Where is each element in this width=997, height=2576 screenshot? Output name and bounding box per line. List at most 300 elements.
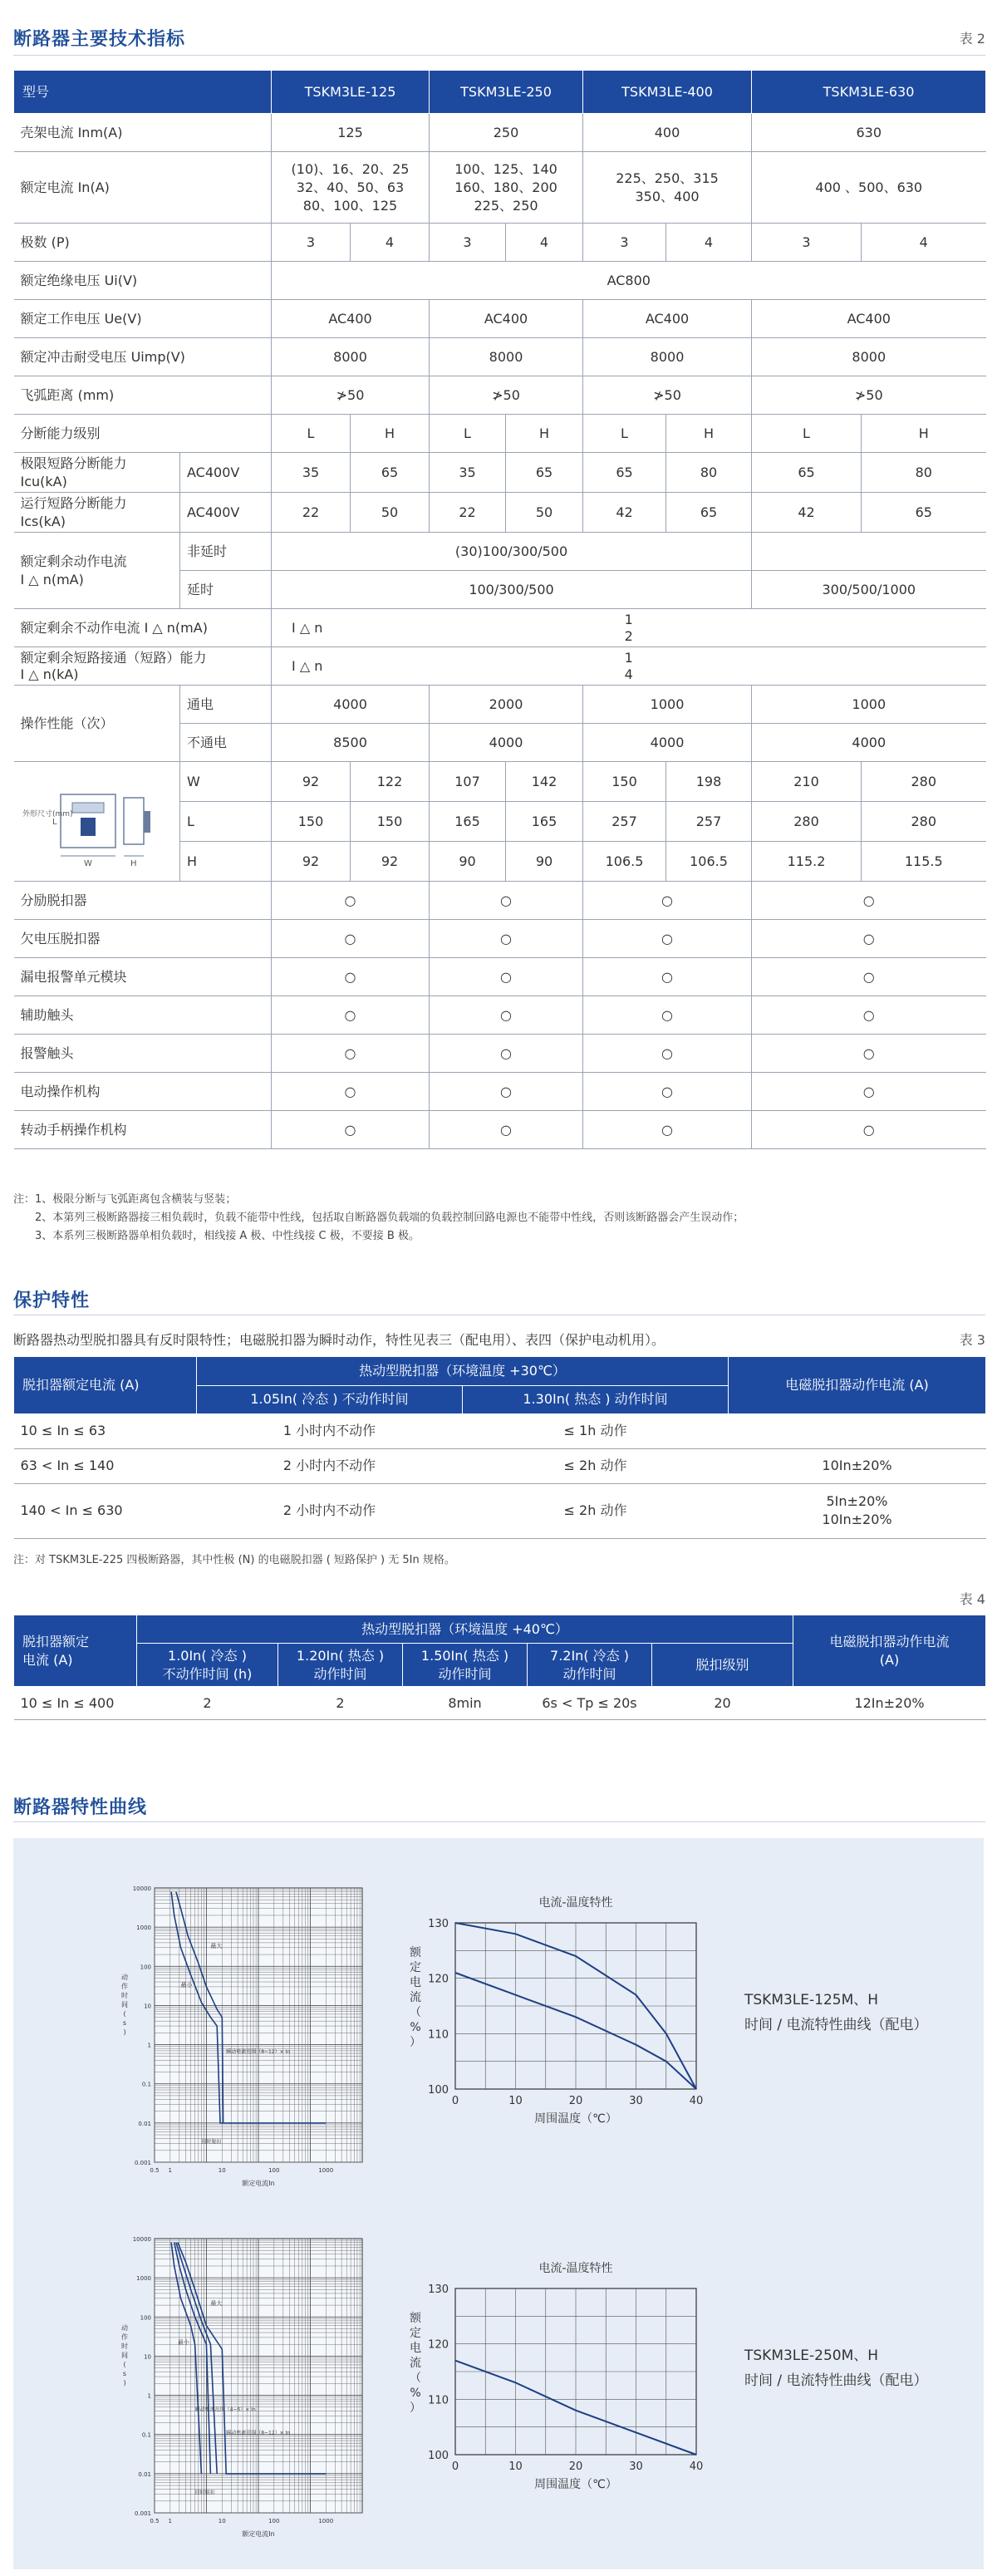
intro-text: 断路器热动型脱扣器具有反时限特性；电磁脱扣器为瞬时动作，特性见表三（配电用）、表四（保护电动机用）。 xyxy=(13,1332,665,1348)
option-mark: ○ xyxy=(752,1073,986,1111)
svg-text:W: W xyxy=(84,858,93,868)
cell xyxy=(272,609,986,647)
y-tick-label: 0.001 xyxy=(134,2510,151,2517)
curve-label-instant-2: 瞬动电流范围（4~6）× In xyxy=(194,2406,256,2413)
y-axis-label-char: 定 xyxy=(410,1961,421,1974)
header-cell: 1.20In( 热态 ) 动作时间 xyxy=(278,1644,403,1687)
cell: 300/500/1000 xyxy=(752,571,986,609)
x-axis-label: 周围温度（℃） xyxy=(534,2112,617,2126)
curve-desc: 时间 / 电流特性曲线（配电） xyxy=(744,2017,928,2033)
section-title-specs: 断路器主要技术指标 xyxy=(13,29,186,50)
option-mark: ○ xyxy=(430,1073,583,1111)
option-mark: ○ xyxy=(752,996,986,1035)
x-tick-label: 1 xyxy=(168,2518,172,2524)
row-label: 额定冲击耐受电压 Uimp(V) xyxy=(14,338,272,376)
y-axis-label-char: % xyxy=(410,2021,421,2034)
cell: 2 小时内不动作 xyxy=(197,1448,463,1483)
cell: 63 < In ≤ 140 xyxy=(14,1448,197,1483)
section-title-curves: 断路器特性曲线 xyxy=(13,1797,148,1818)
svg-text:H: H xyxy=(130,858,137,868)
cell: 4000 xyxy=(583,724,752,762)
header-cell: 脱扣器额定电流 (A) xyxy=(14,1357,197,1413)
cell: 90 xyxy=(430,842,506,882)
cell: 125 xyxy=(272,114,430,152)
cell: 65 xyxy=(583,453,666,493)
option-mark: ○ xyxy=(272,1111,430,1149)
option-mark: ○ xyxy=(430,920,583,958)
cell: AC400 xyxy=(752,300,986,338)
y-axis-label-char: ） xyxy=(410,2401,421,2415)
cell: 2000 xyxy=(430,686,583,724)
cell: 3 xyxy=(752,224,862,262)
y-tick-label: 1 xyxy=(147,2042,151,2049)
y-axis-label-char: s xyxy=(122,2019,127,2027)
cell: 65 xyxy=(862,493,986,533)
option-mark: ○ xyxy=(272,920,430,958)
cell: 8000 xyxy=(752,338,986,376)
cell: 20 xyxy=(652,1687,793,1720)
row-label: 额定剩余不动作电流 I △ n(mA) xyxy=(14,609,272,647)
fraction-top: 1 xyxy=(624,649,633,666)
y-tick-label: 10000 xyxy=(132,1885,151,1892)
option-mark: ○ xyxy=(752,958,986,996)
x-tick-label: 0 xyxy=(451,2095,459,2107)
cell: 3 xyxy=(272,224,351,262)
cell: 65 xyxy=(506,453,583,493)
x-tick-label: 20 xyxy=(568,2095,583,2107)
y-axis-label-char: 额 xyxy=(410,1946,421,1959)
cell: 280 xyxy=(752,802,862,842)
cell: 10In±20% xyxy=(729,1448,986,1483)
row-sublabel: AC400V xyxy=(180,453,272,493)
curve-label-return: 回时脱扣 xyxy=(201,2139,222,2146)
row-label: 电动操作机构 xyxy=(14,1073,272,1111)
curve-label-min: 最小 xyxy=(180,1981,193,1989)
header-cell: 1.30In( 热态 ) 动作时间 xyxy=(463,1385,729,1413)
option-mark: ○ xyxy=(272,1073,430,1111)
accessory-row xyxy=(14,1111,986,1149)
y-tick-label: 1 xyxy=(147,2392,151,2400)
cell: H xyxy=(666,415,752,453)
accessory-row xyxy=(14,920,986,958)
y-axis-label-char: ) xyxy=(123,2028,126,2036)
cell: 2 xyxy=(137,1687,278,1720)
cell: 150 xyxy=(272,802,351,842)
cell: 400 xyxy=(583,114,752,152)
cell: L xyxy=(752,415,862,453)
row-label: 漏电报警单元模块 xyxy=(14,958,272,996)
chart-title: 电流-温度特性 xyxy=(538,2262,613,2275)
cell: 257 xyxy=(666,802,752,842)
row-label: 壳架电流 Inm(A) xyxy=(14,114,272,152)
y-tick-label: 0.001 xyxy=(134,2160,151,2166)
y-axis-label-char: 电 xyxy=(410,2342,421,2355)
y-axis-label-char: 间 xyxy=(121,2001,128,2008)
cell: 10 ≤ In ≤ 400 xyxy=(14,1687,137,1720)
y-tick-label: 0.01 xyxy=(138,2470,151,2478)
y-tick-label: 120 xyxy=(428,2338,449,2352)
header-col: TSKM3LE-630 xyxy=(752,71,986,114)
cell: 1000 xyxy=(752,686,986,724)
y-axis-label-char: （ xyxy=(410,2372,421,2385)
y-axis-label-char: 电 xyxy=(410,1976,421,1989)
table-number: 表 3 xyxy=(959,1332,985,1348)
cell: 22 xyxy=(272,493,351,533)
row-label: 额定剩余短路接通（短路）能力 I △ n(kA) xyxy=(14,647,272,686)
cell: 8000 xyxy=(583,338,752,376)
cell: H xyxy=(506,415,583,453)
y-axis-label-char: 动 xyxy=(121,1974,128,1981)
symbol: I △ n xyxy=(292,658,323,674)
row-label: 额定工作电压 Ue(V) xyxy=(14,300,272,338)
header-cell: 热动型脱扣器（环境温度 +30℃） xyxy=(197,1357,729,1385)
y-axis-label-char: 作 xyxy=(121,1983,128,1990)
y-axis-label-char: s xyxy=(122,2370,127,2377)
cell: 65 xyxy=(351,453,430,493)
cell: 8000 xyxy=(430,338,583,376)
curve-label-instant: 瞬动电流范围（8~12）× In xyxy=(226,2430,291,2436)
y-axis-label xyxy=(410,2311,422,2415)
cell: (30)100/300/500 xyxy=(272,533,752,571)
section-title-protection: 保护特性 xyxy=(13,1290,91,1311)
row-label: 转动手柄操作机构 xyxy=(14,1111,272,1149)
header-cell: 脱扣级别 xyxy=(652,1644,793,1687)
x-tick-label: 10 xyxy=(218,2518,226,2524)
y-axis-label-char: 时 xyxy=(121,2342,128,2350)
y-axis-label-char: 动 xyxy=(121,2324,128,2332)
cell: 122 xyxy=(351,762,430,802)
row-label: 极限短路分断能力 Icu(kA) xyxy=(14,453,180,493)
option-mark: ○ xyxy=(752,920,986,958)
cell: 12In±20% xyxy=(793,1687,986,1720)
cell: 210 xyxy=(752,762,862,802)
cell: 150 xyxy=(351,802,430,842)
accessory-row xyxy=(14,1073,986,1111)
cell: 3 xyxy=(430,224,506,262)
y-tick-label: 130 xyxy=(428,2283,449,2296)
cell: 4 xyxy=(351,224,430,262)
row-label: 额定绝缘电压 Ui(V) xyxy=(14,262,272,300)
cell: ≯50 xyxy=(272,376,430,415)
row-sublabel: H xyxy=(180,842,272,882)
row-label: 飞弧距离 (mm) xyxy=(14,376,272,415)
note-line: 2、本第列三极断路器接三相负载时，负载不能带中性线，包括取自断路器负载端的负载控制回路电源也不能带中性线，否则该断路器会产生误动作； xyxy=(13,1212,744,1224)
curve-caption-250 xyxy=(744,2343,928,2393)
note-line: 3、本系列三极断路器单相负载时，相线接 A 极、中性线接 C 极，不要接 B 极。 xyxy=(13,1230,420,1242)
option-mark: ○ xyxy=(583,1035,752,1073)
cell: 4 xyxy=(862,224,986,262)
row-label: 额定电流 In(A) xyxy=(14,152,272,224)
y-tick-label: 100 xyxy=(140,2314,151,2322)
accessory-row xyxy=(14,958,986,996)
cell: ≤ 1h 动作 xyxy=(463,1413,729,1448)
y-tick-label: 1000 xyxy=(136,1925,151,1932)
y-axis-label-char: ) xyxy=(123,2379,126,2387)
x-tick-label: 100 xyxy=(268,2518,280,2524)
cell: 92 xyxy=(272,762,351,802)
fraction-bottom: 2 xyxy=(624,627,633,644)
header-cell: 1.0In( 冷态 ) 不动作时间 (h) xyxy=(137,1644,278,1687)
note-line: 注：1、极限分断与飞弧距离包含横装与竖装； xyxy=(13,1193,237,1206)
cell: 142 xyxy=(506,762,583,802)
cell: 22 xyxy=(430,493,506,533)
notes xyxy=(13,1191,744,1246)
header-cell: 热动型脱扣器（环境温度 +40℃） xyxy=(137,1615,793,1644)
cell: 35 xyxy=(430,453,506,493)
curve-label-instant: 瞬动电流范围（8~12）× In xyxy=(226,2049,291,2056)
x-tick-label: 10 xyxy=(218,2167,226,2174)
x-tick-label: 0.5 xyxy=(150,2518,160,2524)
cell: 50 xyxy=(506,493,583,533)
cell: 106.5 xyxy=(666,842,752,882)
option-mark: ○ xyxy=(430,882,583,920)
cell: (10)、16、20、25 32、40、50、63 80、100、125 xyxy=(272,152,430,224)
cell: 630 xyxy=(752,114,986,152)
y-tick-label: 10000 xyxy=(132,2236,151,2243)
cell: 280 xyxy=(862,802,986,842)
divider xyxy=(13,55,985,56)
cell: 4000 xyxy=(752,724,986,762)
cell: 5In±20% 10In±20% xyxy=(729,1483,986,1538)
x-tick-label: 30 xyxy=(629,2460,643,2473)
cell: AC400 xyxy=(583,300,752,338)
cell: 90 xyxy=(506,842,583,882)
curve-desc: 时间 / 电流特性曲线（配电） xyxy=(744,2372,928,2389)
x-tick-label: 0 xyxy=(451,2460,459,2473)
y-axis-label-char: ( xyxy=(123,2361,126,2368)
y-tick-label: 1000 xyxy=(136,2275,151,2283)
cell: 8000 xyxy=(272,338,430,376)
y-axis-label-char: ( xyxy=(123,2010,126,2018)
accessory-row xyxy=(14,1035,986,1073)
row-label: 运行短路分断能力 Ics(kA) xyxy=(14,493,180,533)
cell: 100、125、140 160、180、200 225、250 xyxy=(430,152,583,224)
option-mark: ○ xyxy=(430,1111,583,1149)
cell: 6s < Tp ≤ 20s xyxy=(528,1687,652,1720)
y-tick-label: 10 xyxy=(144,2003,151,2010)
time-current-curve-250 xyxy=(113,2222,387,2563)
option-mark: ○ xyxy=(430,958,583,996)
y-axis-label-char: 流 xyxy=(410,2357,421,2370)
cell: 106.5 xyxy=(583,842,666,882)
option-mark: ○ xyxy=(583,1111,752,1149)
y-tick-label: 120 xyxy=(428,1973,449,1986)
y-tick-label: 100 xyxy=(428,2084,449,2097)
cell: 80 xyxy=(862,453,986,493)
cell: 42 xyxy=(752,493,862,533)
chart-title: 电流-温度特性 xyxy=(538,1896,613,1910)
option-mark: ○ xyxy=(583,958,752,996)
row-sublabel: L xyxy=(180,802,272,842)
fraction-bottom: 4 xyxy=(624,666,633,682)
cell: 35 xyxy=(272,453,351,493)
option-mark: ○ xyxy=(583,920,752,958)
y-axis-label xyxy=(121,2323,128,2387)
cell: ≯50 xyxy=(430,376,583,415)
option-mark: ○ xyxy=(272,958,430,996)
x-axis-label: 额定电流In xyxy=(242,2530,275,2538)
cell: 3 xyxy=(583,224,666,262)
cell xyxy=(272,647,986,686)
cell: 50 xyxy=(351,493,430,533)
accessory-row xyxy=(14,996,986,1035)
cell: H xyxy=(862,415,986,453)
option-mark: ○ xyxy=(430,1035,583,1073)
cell: L xyxy=(583,415,666,453)
y-axis-label-char: 间 xyxy=(121,2352,128,2359)
cell: 80 xyxy=(666,453,752,493)
y-tick-label: 0.1 xyxy=(141,2431,151,2439)
x-tick-label: 10 xyxy=(508,2460,523,2473)
row-sublabel: AC400V xyxy=(180,493,272,533)
cell: 198 xyxy=(666,762,752,802)
y-axis-label-char: % xyxy=(410,2387,421,2400)
option-mark: ○ xyxy=(583,882,752,920)
x-tick-label: 40 xyxy=(689,2095,704,2107)
current-temperature-chart-2 xyxy=(397,2255,721,2496)
time-current-curve-125 xyxy=(113,1871,387,2212)
cell xyxy=(729,1413,986,1448)
x-axis-label: 周围温度（℃） xyxy=(534,2478,617,2491)
y-axis-label-char: （ xyxy=(410,2006,421,2019)
option-mark: ○ xyxy=(752,1111,986,1149)
cell: AC400 xyxy=(272,300,430,338)
curve-label-min: 最小 xyxy=(177,2339,189,2347)
option-mark: ○ xyxy=(272,1035,430,1073)
cell: 8500 xyxy=(272,724,430,762)
cell: 250 xyxy=(430,114,583,152)
x-tick-label: 1000 xyxy=(318,2167,334,2174)
header-cell: 7.2In( 冷态 ) 动作时间 xyxy=(528,1644,652,1687)
cell: 92 xyxy=(351,842,430,882)
header-col: TSKM3LE-250 xyxy=(430,71,583,114)
header-cell: 脱扣器额定 电流 (A) xyxy=(14,1615,137,1687)
option-mark: ○ xyxy=(430,996,583,1035)
dimension-diagram-cell xyxy=(14,762,180,882)
x-tick-label: 1000 xyxy=(318,2518,334,2524)
cell: H xyxy=(351,415,430,453)
y-tick-label: 100 xyxy=(140,1964,151,1971)
row-label: 分励脱扣器 xyxy=(14,882,272,920)
y-tick-label: 110 xyxy=(428,2028,449,2042)
curve-label-max: 最大 xyxy=(210,2300,223,2308)
accessory-rows xyxy=(14,882,986,1149)
row-sublabel: 非延时 xyxy=(180,533,272,571)
cell: 4 xyxy=(666,224,752,262)
cell: L xyxy=(272,415,351,453)
protection-table-4 xyxy=(13,1615,986,1720)
row-label: 辅助触头 xyxy=(14,996,272,1035)
y-tick-label: 130 xyxy=(428,1918,449,1930)
row-label: 欠电压脱扣器 xyxy=(14,920,272,958)
cell: 165 xyxy=(430,802,506,842)
cell: 140 < In ≤ 630 xyxy=(14,1483,197,1538)
table-number: 表 4 xyxy=(959,1591,985,1607)
y-axis-label-char: 流 xyxy=(410,1991,421,2004)
header-model: 型号 xyxy=(14,71,272,114)
header-cell: 1.05In( 冷态 ) 不动作时间 xyxy=(197,1385,463,1413)
cell: 4000 xyxy=(272,686,430,724)
current-temperature-chart-1 xyxy=(397,1890,721,2131)
table3-note: 注：对 TSKM3LE-225 四极断路器，其中性极 (N) 的电磁脱扣器 ( 短路保护 ) 无 5In 规格。 xyxy=(13,1554,455,1566)
header-col: TSKM3LE-400 xyxy=(583,71,752,114)
protection-table-3 xyxy=(13,1357,986,1539)
row-sublabel: W xyxy=(180,762,272,802)
cell: 2 小时内不动作 xyxy=(197,1483,463,1538)
y-tick-label: 0.1 xyxy=(141,2081,151,2088)
cell: 225、250、315 350、400 xyxy=(583,152,752,224)
cell xyxy=(752,533,986,571)
dimension-caption: 外形尺寸(mm) xyxy=(22,809,73,819)
cell: L xyxy=(430,415,506,453)
spec-table xyxy=(13,70,986,1149)
cell: 400 、500、630 xyxy=(752,152,986,224)
symbol: I △ n xyxy=(292,620,323,636)
x-tick-label: 20 xyxy=(568,2460,583,2473)
divider xyxy=(13,1821,985,1822)
svg-text:L: L xyxy=(52,817,57,827)
x-tick-label: 1 xyxy=(168,2167,172,2174)
y-tick-label: 10 xyxy=(144,2353,151,2361)
curve-label-max: 最大 xyxy=(210,1942,223,1949)
cell: 257 xyxy=(583,802,666,842)
y-axis-label-char: 额 xyxy=(410,2312,421,2325)
cell: 4000 xyxy=(430,724,583,762)
row-label: 操作性能（次） xyxy=(14,686,180,762)
breaker-outline-diagram xyxy=(17,769,175,869)
cell: 4 xyxy=(506,224,583,262)
option-mark: ○ xyxy=(272,882,430,920)
row-label: 极数 (P) xyxy=(14,224,272,262)
cell: ≤ 2h 动作 xyxy=(463,1483,729,1538)
x-tick-label: 0.5 xyxy=(150,2167,160,2174)
table-number: 表 2 xyxy=(959,31,985,47)
cell: 150 xyxy=(583,762,666,802)
x-tick-label: 40 xyxy=(689,2460,704,2473)
y-axis-label xyxy=(121,1973,128,2036)
row-label: 分断能力级别 xyxy=(14,415,272,453)
header-cell: 电磁脱扣器动作电流 (A) xyxy=(729,1357,986,1413)
header-col: TSKM3LE-125 xyxy=(272,71,430,114)
option-mark: ○ xyxy=(752,1035,986,1073)
row-label: 额定剩余动作电流 I △ n(mA) xyxy=(14,533,180,609)
header-cell: 1.50In( 热态 ) 动作时间 xyxy=(403,1644,528,1687)
curve-label-return: 回时脱扣 xyxy=(194,2490,215,2496)
cell: ≯50 xyxy=(583,376,752,415)
cell: 2 xyxy=(278,1687,403,1720)
cell: 65 xyxy=(666,493,752,533)
cell: 115.5 xyxy=(862,842,986,882)
cell: ≯50 xyxy=(752,376,986,415)
y-axis-label-char: 定 xyxy=(410,2327,421,2340)
y-tick-label: 110 xyxy=(428,2394,449,2407)
cell: 115.2 xyxy=(752,842,862,882)
y-axis-label-char: 时 xyxy=(121,1992,128,1999)
x-tick-label: 100 xyxy=(268,2167,280,2174)
accessory-row xyxy=(14,882,986,920)
fraction-top: 1 xyxy=(624,611,633,627)
y-axis-label-char: 作 xyxy=(121,2333,128,2341)
cell: 8min xyxy=(403,1687,528,1720)
option-mark: ○ xyxy=(583,996,752,1035)
header-cell: 电磁脱扣器动作电流 (A) xyxy=(793,1615,986,1687)
row-sublabel: 不通电 xyxy=(180,724,272,762)
curve-caption-125 xyxy=(744,1988,928,2038)
cell: 42 xyxy=(583,493,666,533)
x-tick-label: 10 xyxy=(508,2095,523,2107)
y-tick-label: 100 xyxy=(428,2450,449,2462)
cell: 1 小时内不动作 xyxy=(197,1413,463,1448)
